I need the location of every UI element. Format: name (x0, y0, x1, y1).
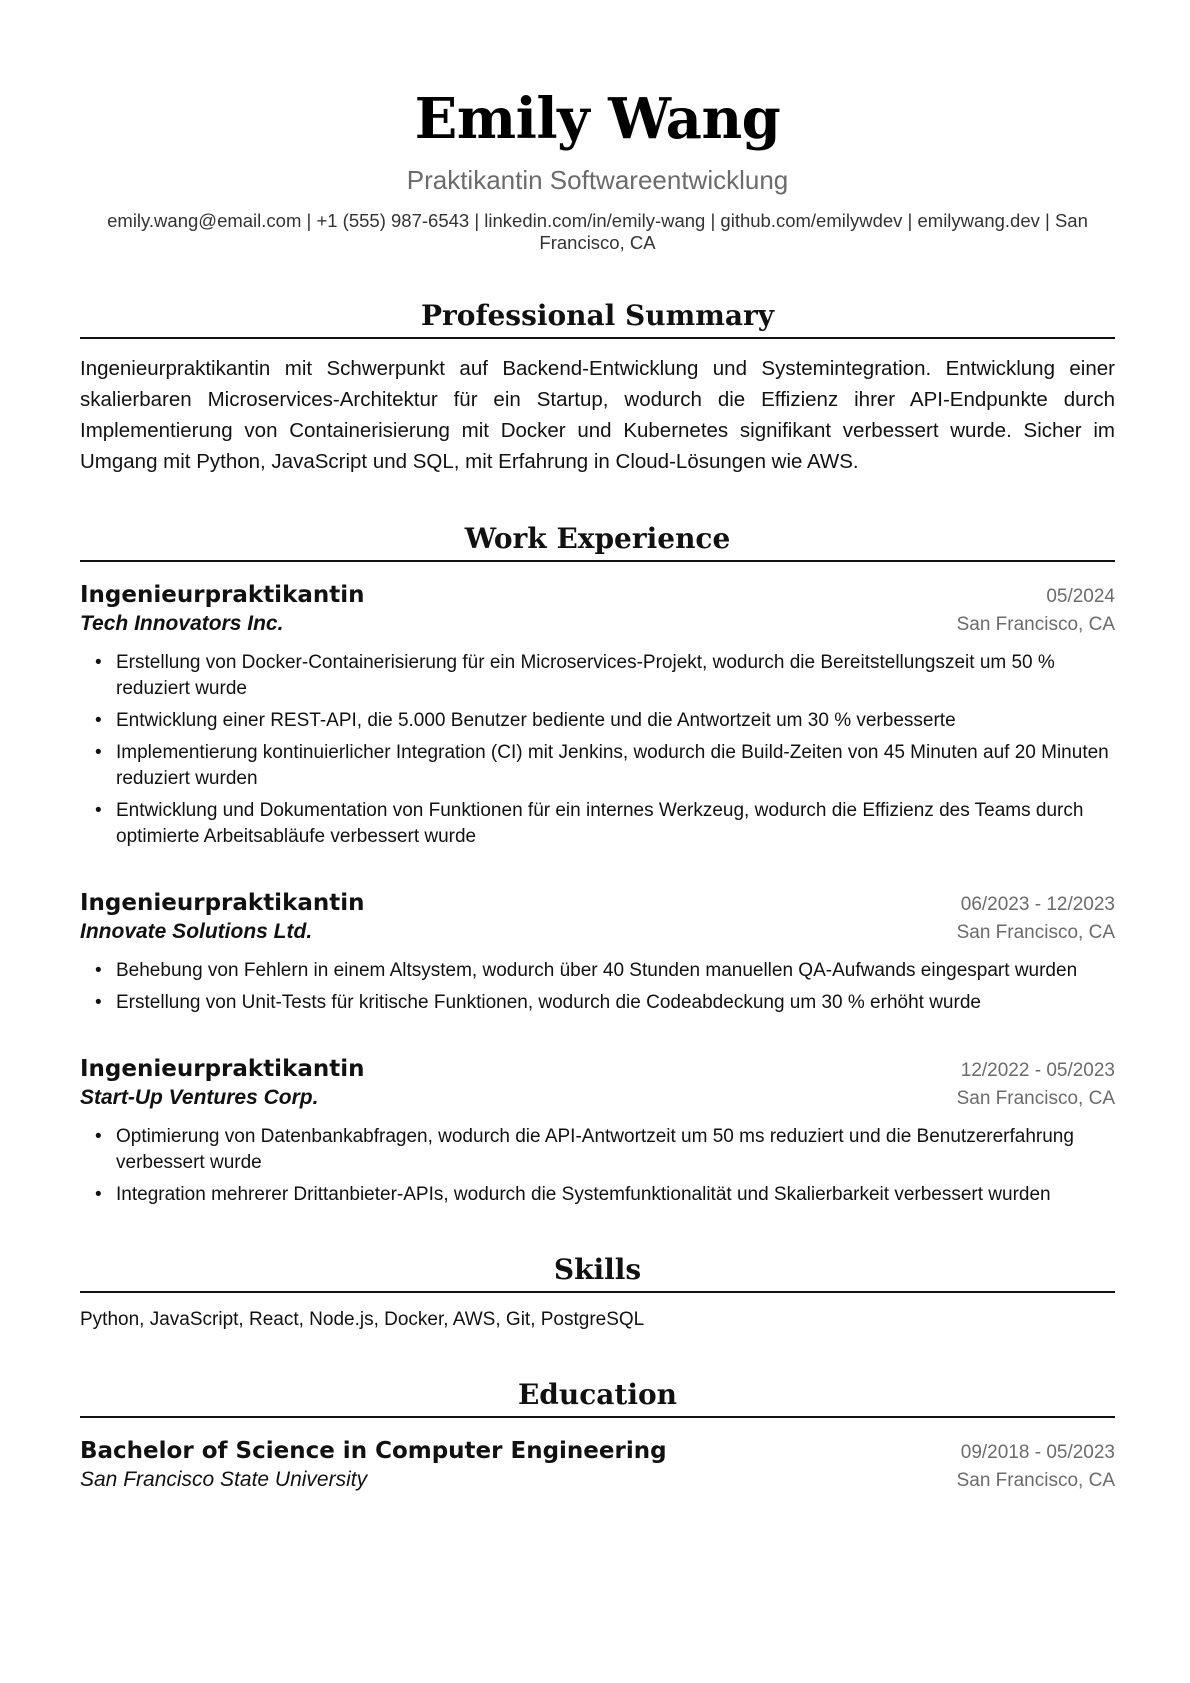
job-date: 12/2022 - 05/2023 (960, 1060, 1115, 1081)
education-location: San Francisco, CA (956, 1470, 1115, 1491)
job-bullet-text: Behebung von Fehlern in einem Altsystem, wodurch über 40 Stunden manuellen QA-Aufwands eingespart wurden (116, 960, 1078, 981)
candidate-headline: Praktikantin Softwareentwicklung (406, 165, 789, 195)
resume-header (80, 86, 1115, 254)
job-bullets (80, 958, 1115, 1016)
education-school-row (80, 1466, 1115, 1494)
job-bullets (80, 650, 1115, 850)
job-location: San Francisco, CA (956, 922, 1115, 943)
education-entry (80, 1436, 1115, 1494)
bullet-icon: • (95, 960, 102, 981)
job-bullet (95, 740, 1115, 792)
job-company-row (80, 1084, 1115, 1112)
job-bullet (95, 1182, 1115, 1208)
job-company: Start-Up Ventures Corp. (80, 1086, 319, 1109)
job-date: 05/2024 (1046, 586, 1115, 607)
job-bullet-text: Integration mehrerer Drittanbieter-APIs, wodurch die Systemfunktionalität und Skalierbarkeit verbessert wurden (116, 1184, 1051, 1205)
summary-title: Professional Summary (80, 298, 1115, 339)
bullet-icon: • (95, 1184, 102, 1205)
job-bullet (95, 650, 1115, 702)
job-header-row (80, 888, 1115, 918)
job-entry (80, 888, 1115, 1016)
job-bullet (95, 990, 1115, 1016)
skills-title: Skills (80, 1252, 1115, 1293)
summary-section (80, 298, 1115, 477)
job-bullet (95, 708, 1115, 734)
job-header-row (80, 1054, 1115, 1084)
job-company-row (80, 610, 1115, 638)
job-role: Ingenieurpraktikantin (80, 890, 365, 916)
job-entry (80, 580, 1115, 850)
bullet-icon: • (95, 992, 102, 1013)
education-school: San Francisco State University (80, 1468, 368, 1491)
contact-line: emily.wang@email.com | +1 (555) 987-6543 | linkedin.com/in/emily-wang | github.com/emilywdev | emilywang.dev | San Francisco, CA (107, 210, 1088, 253)
job-company: Tech Innovators Inc. (80, 612, 284, 635)
job-role: Ingenieurpraktikantin (80, 582, 365, 608)
education-date: 09/2018 - 05/2023 (960, 1442, 1115, 1463)
experience-title: Work Experience (80, 521, 1115, 562)
education-header-row (80, 1436, 1115, 1466)
education-title: Education (80, 1377, 1115, 1418)
bullet-icon: • (95, 652, 102, 673)
job-entry (80, 1054, 1115, 1208)
job-bullet (95, 958, 1115, 984)
job-bullet-text: Erstellung von Docker-Containerisierung für ein Microservices-Projekt, wodurch die Bereitstellungszeit um 50 % reduziert wurde (116, 652, 1055, 699)
skills-section (80, 1252, 1115, 1333)
job-bullet-text: Erstellung von Unit-Tests für kritische Funktionen, wodurch die Codeabdeckung um 30 % erhöht wurde (116, 992, 981, 1013)
bullet-icon: • (95, 800, 102, 821)
skills-list: Python, JavaScript, React, Node.js, Docker, AWS, Git, PostgreSQL (80, 1309, 645, 1330)
job-bullet-text: Entwicklung und Dokumentation von Funktionen für ein internes Werkzeug, wodurch die Effizienz des Teams durch optimierte Arbeitsabläufe verbessert wurde (116, 800, 1084, 847)
job-company: Innovate Solutions Ltd. (80, 920, 313, 943)
bullet-icon: • (95, 1126, 102, 1147)
job-header-row (80, 580, 1115, 610)
job-location: San Francisco, CA (956, 1088, 1115, 1109)
job-date: 06/2023 - 12/2023 (960, 894, 1115, 915)
bullet-icon: • (95, 710, 102, 731)
candidate-name: Emily Wang (414, 86, 781, 152)
job-bullet (95, 798, 1115, 850)
education-section (80, 1377, 1115, 1494)
summary-text: Ingenieurpraktikantin mit Schwerpunkt auf Backend-Entwicklung und Systemintegration. Entwicklung einer skalierbaren Microservices-Architektur für ein Startup, wodurch die Effizienz ihrer API-Endpunkte durch Implementierung von Containerisierung mit Docker und Kubernetes signifikant verbessert wurde. Sicher im Umgang mit Python, JavaScript und SQL, mit Erfahrung in Cloud-Lösungen wie AWS. (80, 357, 1115, 473)
education-degree: Bachelor of Science in Computer Engineering (80, 1438, 667, 1464)
job-bullets (80, 1124, 1115, 1208)
job-bullet-text: Implementierung kontinuierlicher Integration (CI) mit Jenkins, wodurch die Build-Zeiten von 45 Minuten auf 20 Minuten reduziert wurden (116, 742, 1109, 789)
bullet-icon: • (95, 742, 102, 763)
experience-section (80, 521, 1115, 1208)
job-bullet (95, 1124, 1115, 1176)
job-bullet-text: Optimierung von Datenbankabfragen, wodurch die API-Antwortzeit um 50 ms reduziert und die Benutzererfahrung verbessert wurde (116, 1126, 1074, 1173)
job-bullet-text: Entwicklung einer REST-API, die 5.000 Benutzer bediente und die Antwortzeit um 30 % verbesserte (116, 710, 956, 731)
job-company-row (80, 918, 1115, 946)
job-role: Ingenieurpraktikantin (80, 1056, 365, 1082)
job-location: San Francisco, CA (956, 614, 1115, 635)
